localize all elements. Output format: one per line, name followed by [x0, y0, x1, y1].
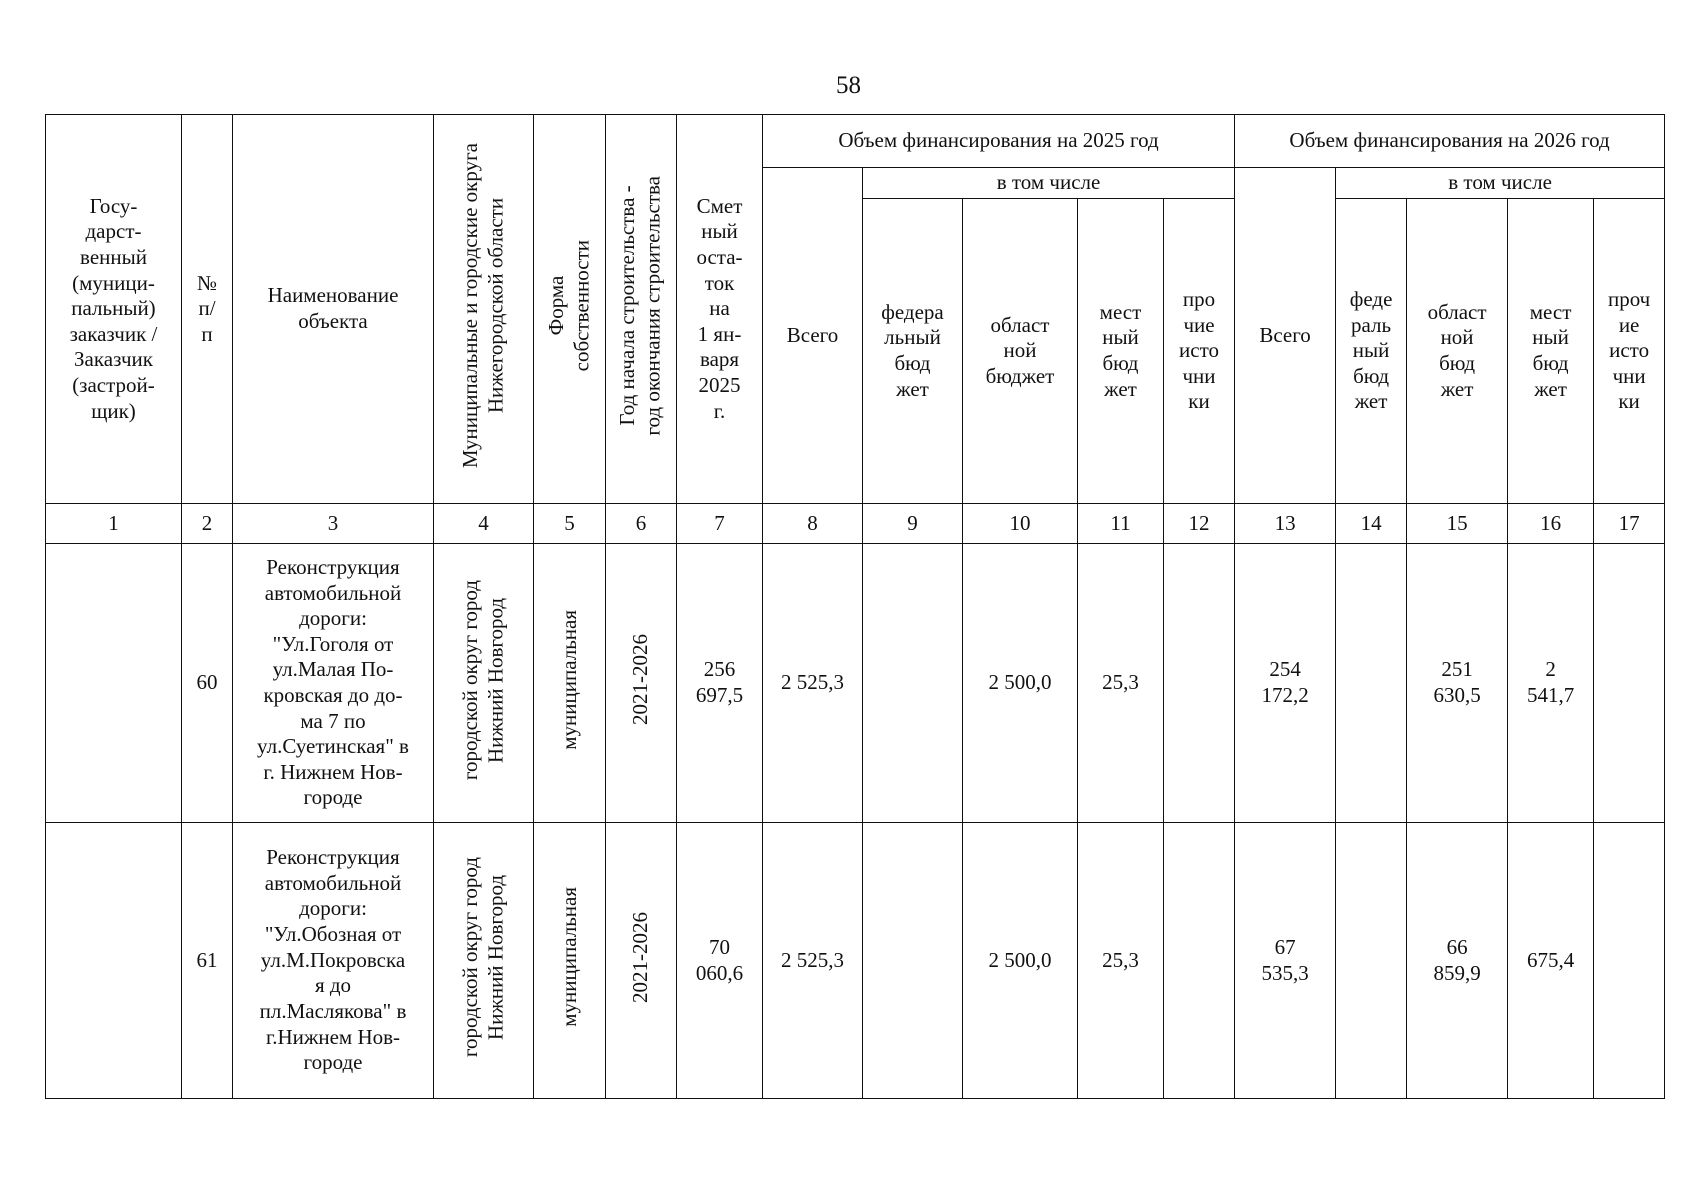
row-regional-2026: 251 630,5	[1407, 544, 1508, 823]
header-object-name: Наименование объекта	[233, 115, 434, 504]
table-row	[46, 544, 1665, 823]
row-ownership	[534, 823, 606, 1099]
column-number: 7	[677, 504, 763, 544]
column-number: 13	[1235, 504, 1336, 544]
column-number: 2	[182, 504, 233, 544]
row-years-text: 2021-2026	[628, 911, 653, 1003]
row-local-2026: 675,4	[1508, 823, 1594, 1099]
header-remainder: Смет ный оста- ток на 1 ян- варя 2025 г.	[677, 115, 763, 504]
header-total-2025: Всего	[763, 168, 863, 504]
row-years-text: 2021-2026	[628, 634, 653, 726]
row-ownership	[534, 544, 606, 823]
row-total-2025: 2 525,3	[763, 823, 863, 1099]
row-municipality-text: городской округ город Нижний Новгород	[457, 857, 508, 1058]
row-federal-2025	[863, 823, 963, 1099]
row-object-name: Реконструкция автомобильной дороги: "Ул.Гоголя от ул.Малая По- кровская до до- ма 7 по ул.Суетинская" в г. Нижнем Нов- городе	[233, 544, 434, 823]
column-number: 11	[1078, 504, 1164, 544]
header-regional-2025: област ной бюджет	[963, 199, 1078, 504]
row-federal-2026	[1336, 823, 1407, 1099]
row-total-2026: 67 535,3	[1235, 823, 1336, 1099]
header-customer: Госу- дарст- венный (муници- пальный) заказчик / Заказчик (застрой- щик)	[46, 115, 182, 504]
header-municipality-text: Муниципальные и городские округа Нижегородской области	[457, 143, 508, 469]
row-other-2025	[1164, 823, 1235, 1099]
row-regional-2025: 2 500,0	[963, 823, 1078, 1099]
header-other-2026: проч ие исто чни ки	[1594, 199, 1665, 504]
row-num: 60	[182, 544, 233, 823]
header-ownership	[534, 115, 606, 504]
column-number: 4	[434, 504, 534, 544]
row-other-2026	[1594, 544, 1665, 823]
header-federal-2026: феде раль ный бюд жет	[1336, 199, 1407, 504]
header-num: № п/ п	[182, 115, 233, 504]
column-number: 15	[1407, 504, 1508, 544]
column-number: 14	[1336, 504, 1407, 544]
column-number: 8	[763, 504, 863, 544]
header-other-2025: про чие исто чни ки	[1164, 199, 1235, 504]
financing-table	[45, 114, 1665, 1099]
row-customer	[46, 823, 182, 1099]
column-number: 17	[1594, 504, 1665, 544]
table-row	[46, 823, 1665, 1099]
header-ownership-text: Форма собственности	[543, 240, 594, 372]
row-local-2026: 2 541,7	[1508, 544, 1594, 823]
column-number: 5	[534, 504, 606, 544]
header-municipality	[434, 115, 534, 504]
header-years-text: Год начала строительства - год окончания строительства	[615, 175, 665, 436]
row-local-2025: 25,3	[1078, 823, 1164, 1099]
row-municipality-text: городской округ город Нижний Новгород	[457, 579, 508, 780]
row-other-2026	[1594, 823, 1665, 1099]
row-remainder: 256 697,5	[677, 544, 763, 823]
header-including-2026: в том числе	[1336, 168, 1665, 199]
row-num: 61	[182, 823, 233, 1099]
page-number: 58	[836, 72, 861, 99]
row-federal-2025	[863, 544, 963, 823]
header-local-2025: мест ный бюд жет	[1078, 199, 1164, 504]
header-funding-2026: Объем финансирования на 2026 год	[1235, 115, 1665, 168]
row-total-2025: 2 525,3	[763, 544, 863, 823]
row-regional-2026: 66 859,9	[1407, 823, 1508, 1099]
row-years	[606, 823, 677, 1099]
column-number: 12	[1164, 504, 1235, 544]
column-number: 16	[1508, 504, 1594, 544]
header-funding-2025: Объем финансирования на 2025 год	[763, 115, 1235, 168]
row-customer	[46, 544, 182, 823]
row-regional-2025: 2 500,0	[963, 544, 1078, 823]
row-ownership-text: муниципальная	[556, 609, 581, 750]
column-number-row	[46, 504, 1665, 544]
row-remainder: 70 060,6	[677, 823, 763, 1099]
row-municipality	[434, 823, 534, 1099]
header-years	[606, 115, 677, 504]
column-number: 3	[233, 504, 434, 544]
header-regional-2026: област ной бюд жет	[1407, 199, 1508, 504]
header-including-2025: в том числе	[863, 168, 1235, 199]
header-row-1	[46, 115, 1665, 168]
row-local-2025: 25,3	[1078, 544, 1164, 823]
row-other-2025	[1164, 544, 1235, 823]
row-total-2026: 254 172,2	[1235, 544, 1336, 823]
column-number: 10	[963, 504, 1078, 544]
row-years	[606, 544, 677, 823]
column-number: 6	[606, 504, 677, 544]
row-ownership-text: муниципальная	[556, 887, 581, 1028]
header-federal-2025: федера льный бюд жет	[863, 199, 963, 504]
column-number: 9	[863, 504, 963, 544]
row-object-name: Реконструкция автомобильной дороги: "Ул.Обозная от ул.М.Покровска я до пл.Маслякова" в г.Нижнем Нов- городе	[233, 823, 434, 1099]
header-total-2026: Всего	[1235, 168, 1336, 504]
row-federal-2026	[1336, 544, 1407, 823]
header-local-2026: мест ный бюд жет	[1508, 199, 1594, 504]
row-municipality	[434, 544, 534, 823]
column-number: 1	[46, 504, 182, 544]
